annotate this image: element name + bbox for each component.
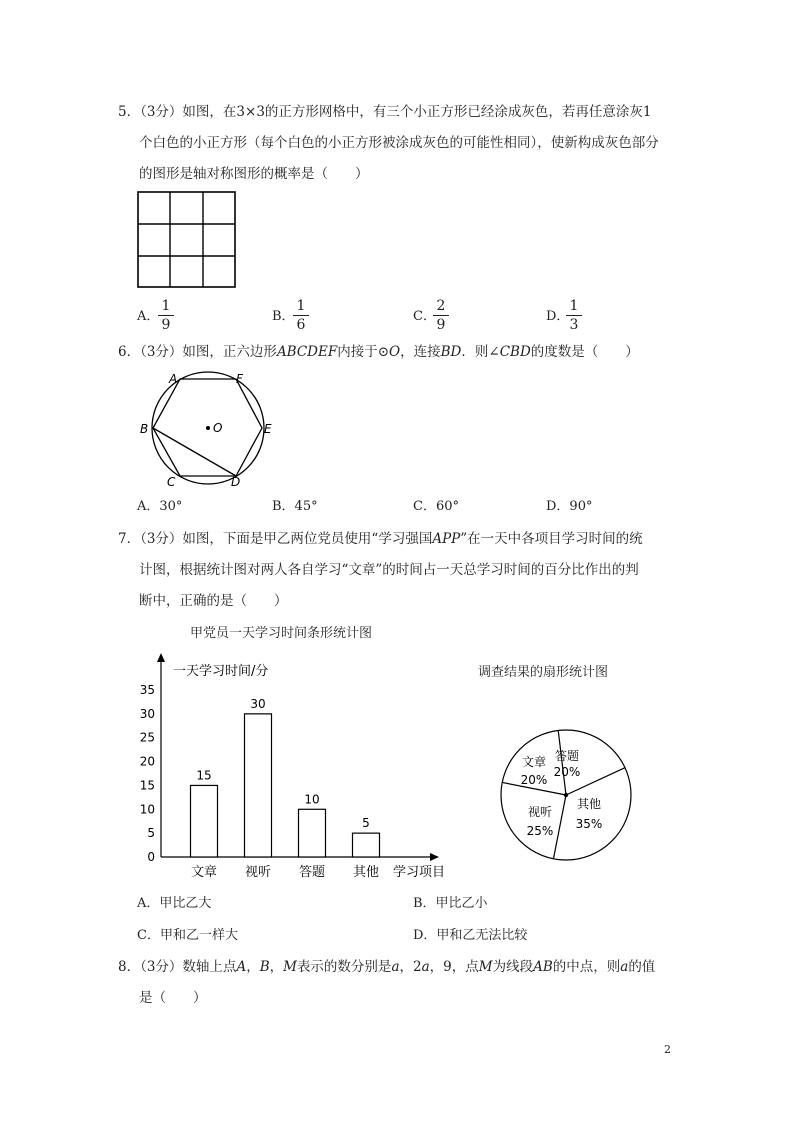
y-axis-title: 一天学习时间/分 <box>173 664 269 679</box>
bar-0 <box>191 785 218 857</box>
label-c: C <box>167 475 176 489</box>
q5-option-a-fraction: 1 9 <box>158 298 174 333</box>
x-axis-arrow <box>430 853 439 861</box>
pie-chart-title: 调查结果的扇形统计图 <box>478 665 609 680</box>
q6-option-d: D．90° <box>546 499 593 514</box>
q6-stem: 6．（3分）如图，正六边形ABCDEF内接于⊙O，连接BD．则∠CBD的度数是（ ） <box>118 344 639 360</box>
page-number: 2 <box>664 1043 671 1056</box>
x-category-label: 答题 <box>298 865 326 880</box>
q8-line1: 8．（3分）数轴上点A，B，M表示的数分别是a，2a，9，点M为线段AB的中点，则a的值 <box>118 959 656 975</box>
hexagon-circle-figure <box>138 370 288 490</box>
y-tick-label: 0 <box>147 850 155 864</box>
pie-label-shiting: 视听 <box>527 805 553 819</box>
q6-option-b: B．45° <box>272 499 318 514</box>
bar-value-label: 10 <box>304 792 320 807</box>
q5-line2: 个白色的小正方形（每个白色的小正方形被涂成灰色的可能性相同），使新构成灰色部分 <box>139 135 659 151</box>
y-tick-label: 20 <box>139 754 155 769</box>
pie-chart <box>496 724 636 864</box>
q5-option-b-fraction: 1 6 <box>293 298 309 333</box>
y-axis-arrow <box>157 653 165 662</box>
bar-chart-title: 甲党员一天学习时间条形统计图 <box>190 626 373 641</box>
label-e: E <box>264 422 272 436</box>
q5-option-d-label: D． <box>546 309 570 324</box>
bar-3 <box>353 833 380 857</box>
y-tick-label: 10 <box>139 802 155 817</box>
q7-line1: 7．（3分）如图，下面是甲乙两位党员使用“学习强国APP”在一天中各项目学习时间的统 <box>118 531 643 547</box>
x-category-label: 视听 <box>244 865 272 880</box>
label-o: O <box>213 421 223 435</box>
pie-pct-dati: 20% <box>553 765 581 779</box>
q5-option-b-label: B． <box>272 309 295 324</box>
q7-line2: 计图，根据统计图对两人各自学习“文章”的时间占一天总学习时间的百分比作出的判 <box>139 562 639 578</box>
q7-option-c: C．甲和乙一样大 <box>137 928 238 943</box>
y-tick-label: 25 <box>139 730 155 745</box>
bar-value-label: 5 <box>362 816 370 831</box>
bar-2 <box>299 809 326 857</box>
pie-pct-qita: 35% <box>575 817 603 831</box>
label-b: B <box>140 422 149 436</box>
q7-option-d: D．甲和乙无法比较 <box>413 928 528 943</box>
grid-3x3-figure <box>137 191 237 289</box>
pie-pct-shiting: 25% <box>526 824 554 838</box>
bar-value-label: 15 <box>196 768 212 783</box>
y-tick-label: 35 <box>139 683 155 697</box>
q5-line3: 的图形是轴对称图形的概率是（ ） <box>139 166 369 182</box>
bar-1 <box>245 714 272 857</box>
x-category-label: 文章 <box>190 865 218 880</box>
q5-option-c-label: C． <box>413 309 436 324</box>
label-f: F <box>236 372 243 386</box>
q5-option-a-label: A． <box>137 309 160 324</box>
bar-chart <box>138 650 448 885</box>
q5-option-d-fraction: 1 3 <box>566 298 582 333</box>
q5-option-c-fraction: 2 9 <box>433 298 449 333</box>
y-tick-label: 5 <box>147 826 155 841</box>
q7-line3: 断中，正确的是（ ） <box>139 593 288 609</box>
pie-label-wenzhang: 文章 <box>521 755 547 769</box>
label-a: A <box>169 372 178 386</box>
label-d: D <box>231 475 241 489</box>
x-category-label: 其他 <box>352 865 380 880</box>
pie-label-dati: 答题 <box>554 749 580 763</box>
bar-value-label: 30 <box>250 696 266 711</box>
q6-option-a: A．30° <box>137 499 183 514</box>
x-axis-title: 学习项目 <box>393 865 446 880</box>
pie-label-qita: 其他 <box>576 797 602 811</box>
q5-line1: 5．（3分）如图，在3×3的正方形网格中，有三个小正方形已经涂成灰色，若再任意涂灰1 <box>118 104 652 120</box>
q7-option-a: A．甲比乙大 <box>137 896 212 911</box>
q8-line2: 是（ ） <box>139 990 207 1006</box>
y-tick-label: 30 <box>139 706 155 721</box>
pie-pct-wenzhang: 20% <box>520 773 548 787</box>
y-tick-label: 15 <box>139 778 155 793</box>
q7-option-b: B．甲比乙小 <box>413 896 488 911</box>
q6-option-c: C．60° <box>413 499 459 514</box>
